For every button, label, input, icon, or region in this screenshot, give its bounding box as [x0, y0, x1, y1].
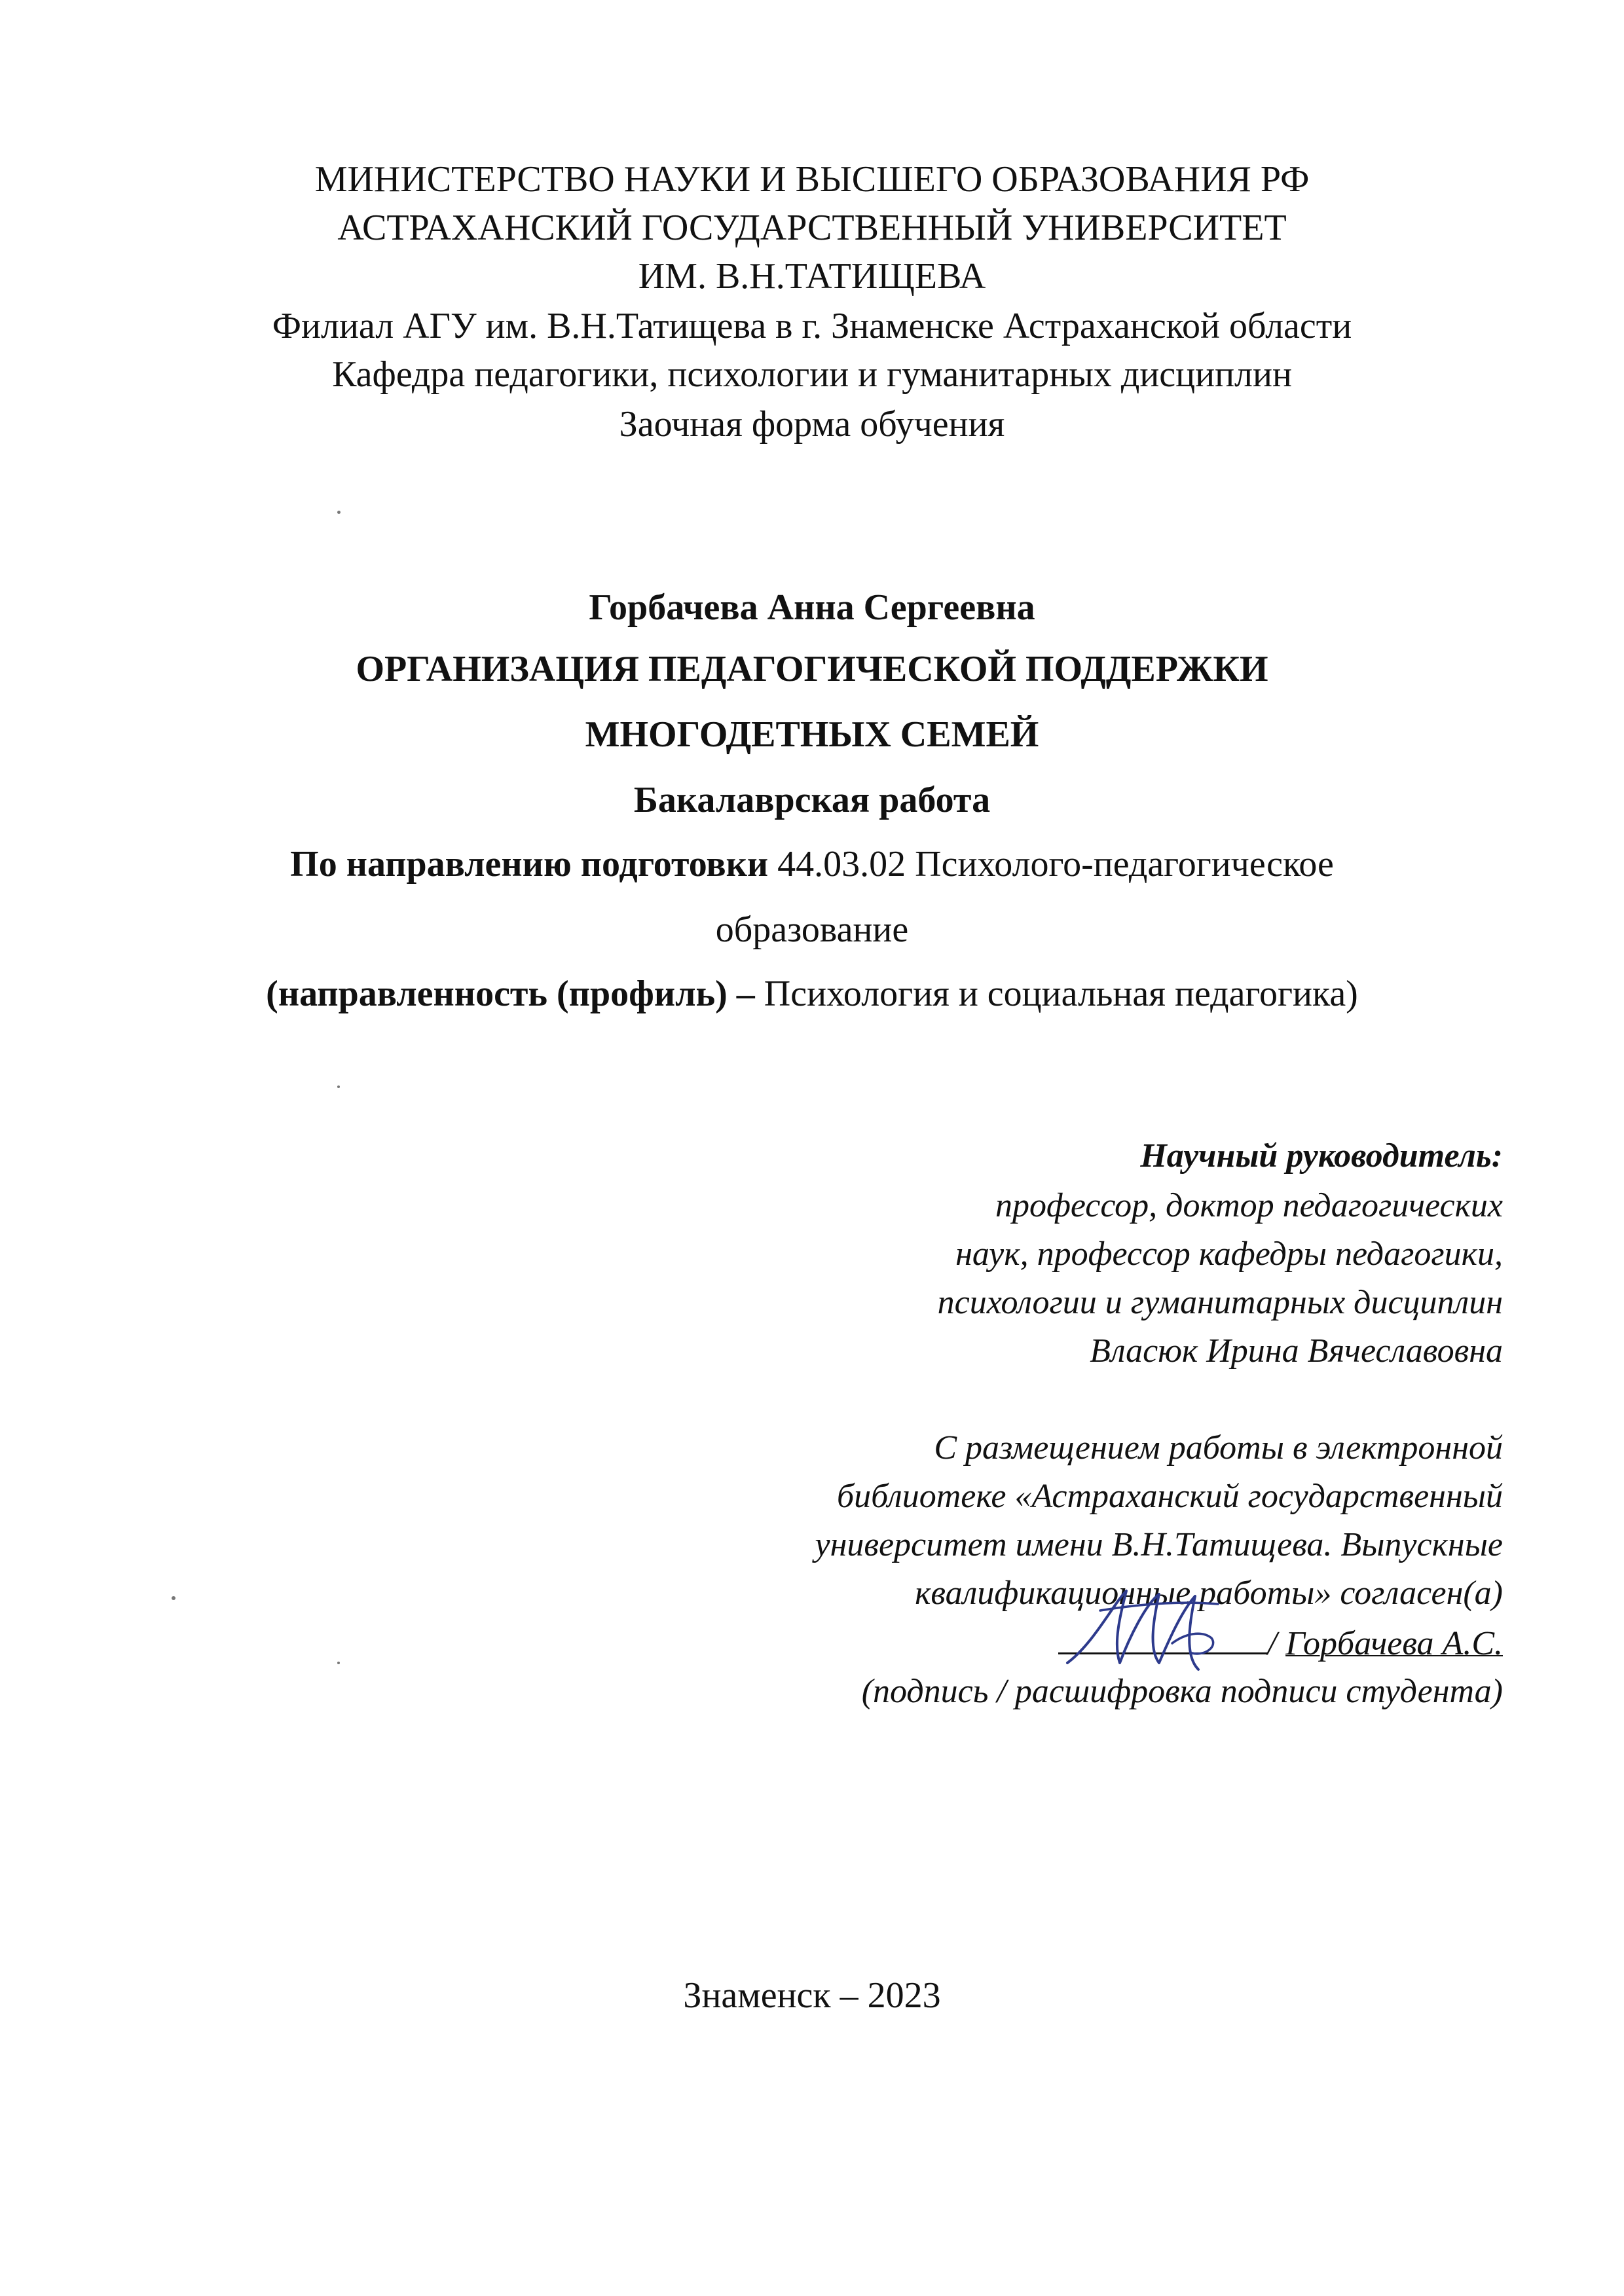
profile-value: Психология и социальная педагогика) [754, 974, 1358, 1014]
consent-line3: университет имени В.Н.Татищева. Выпускные [815, 1526, 1503, 1563]
ministry-line: МИНИСТЕРСТВО НАУКИ И ВЫСШЕГО ОБРАЗОВАНИЯ РФ [314, 159, 1310, 200]
university-line: АСТРАХАНСКИЙ ГОСУДАРСТВЕННЫЙ УНИВЕРСИТЕТ [337, 208, 1287, 248]
university-name-line: ИМ. В.Н.ТАТИЩЕВА [638, 256, 986, 297]
scan-speck [337, 511, 341, 514]
direction-continuation: образование [715, 909, 909, 950]
city-year: Знаменск – 2023 [683, 1975, 941, 2016]
supervisor-title-line1: профессор, доктор педагогических [995, 1187, 1503, 1224]
department-line: Кафедра педагогики, психологии и гуманитарных дисциплин [332, 354, 1292, 395]
branch-line: Филиал АГУ им. В.Н.Татищева в г. Знаменске Астраханской области [272, 306, 1352, 346]
supervisor-heading: Научный руководитель: [1140, 1137, 1503, 1175]
work-type: Бакалаврская работа [633, 780, 991, 820]
study-form-line: Заочная форма обучения [619, 404, 1005, 445]
profile-line [0, 973, 1624, 1015]
thesis-title-line2: МНОГОДЕТНЫХ СЕМЕЙ [585, 714, 1039, 755]
scan-speck [337, 1085, 340, 1088]
consent-line2: библиотеке «Астраханский государственный [837, 1478, 1503, 1515]
scan-speck [172, 1596, 175, 1600]
consent-line4: квалификационные работы» согласен(а) [915, 1575, 1503, 1612]
direction-label: По направлению подготовки [290, 844, 769, 884]
thesis-title-line1: ОРГАНИЗАЦИЯ ПЕДАГОГИЧЕСКОЙ ПОДДЕРЖКИ [356, 649, 1268, 689]
supervisor-title-line3: психологии и гуманитарных дисциплин [937, 1284, 1503, 1321]
direction-value: 44.03.02 Психолого-педагогическое [768, 844, 1334, 884]
signature-separator: / [1267, 1625, 1286, 1662]
supervisor-name: Власюк Ирина Вячеславовна [1090, 1332, 1503, 1370]
supervisor-title-line2: наук, профессор кафедры педагогики, [955, 1235, 1503, 1273]
student-name: Горбачева А.С. [1285, 1625, 1503, 1662]
author-name: Горбачева Анна Сергеевна [589, 587, 1035, 628]
scan-speck [337, 1662, 340, 1664]
handwritten-signature [1022, 1565, 1297, 1696]
consent-line1: С размещением работы в электронной [934, 1429, 1503, 1467]
direction-line [0, 843, 1624, 885]
profile-label: (направленность (профиль) – [266, 974, 755, 1014]
signature-caption: (подпись / расшифровка подписи студента) [861, 1673, 1503, 1710]
